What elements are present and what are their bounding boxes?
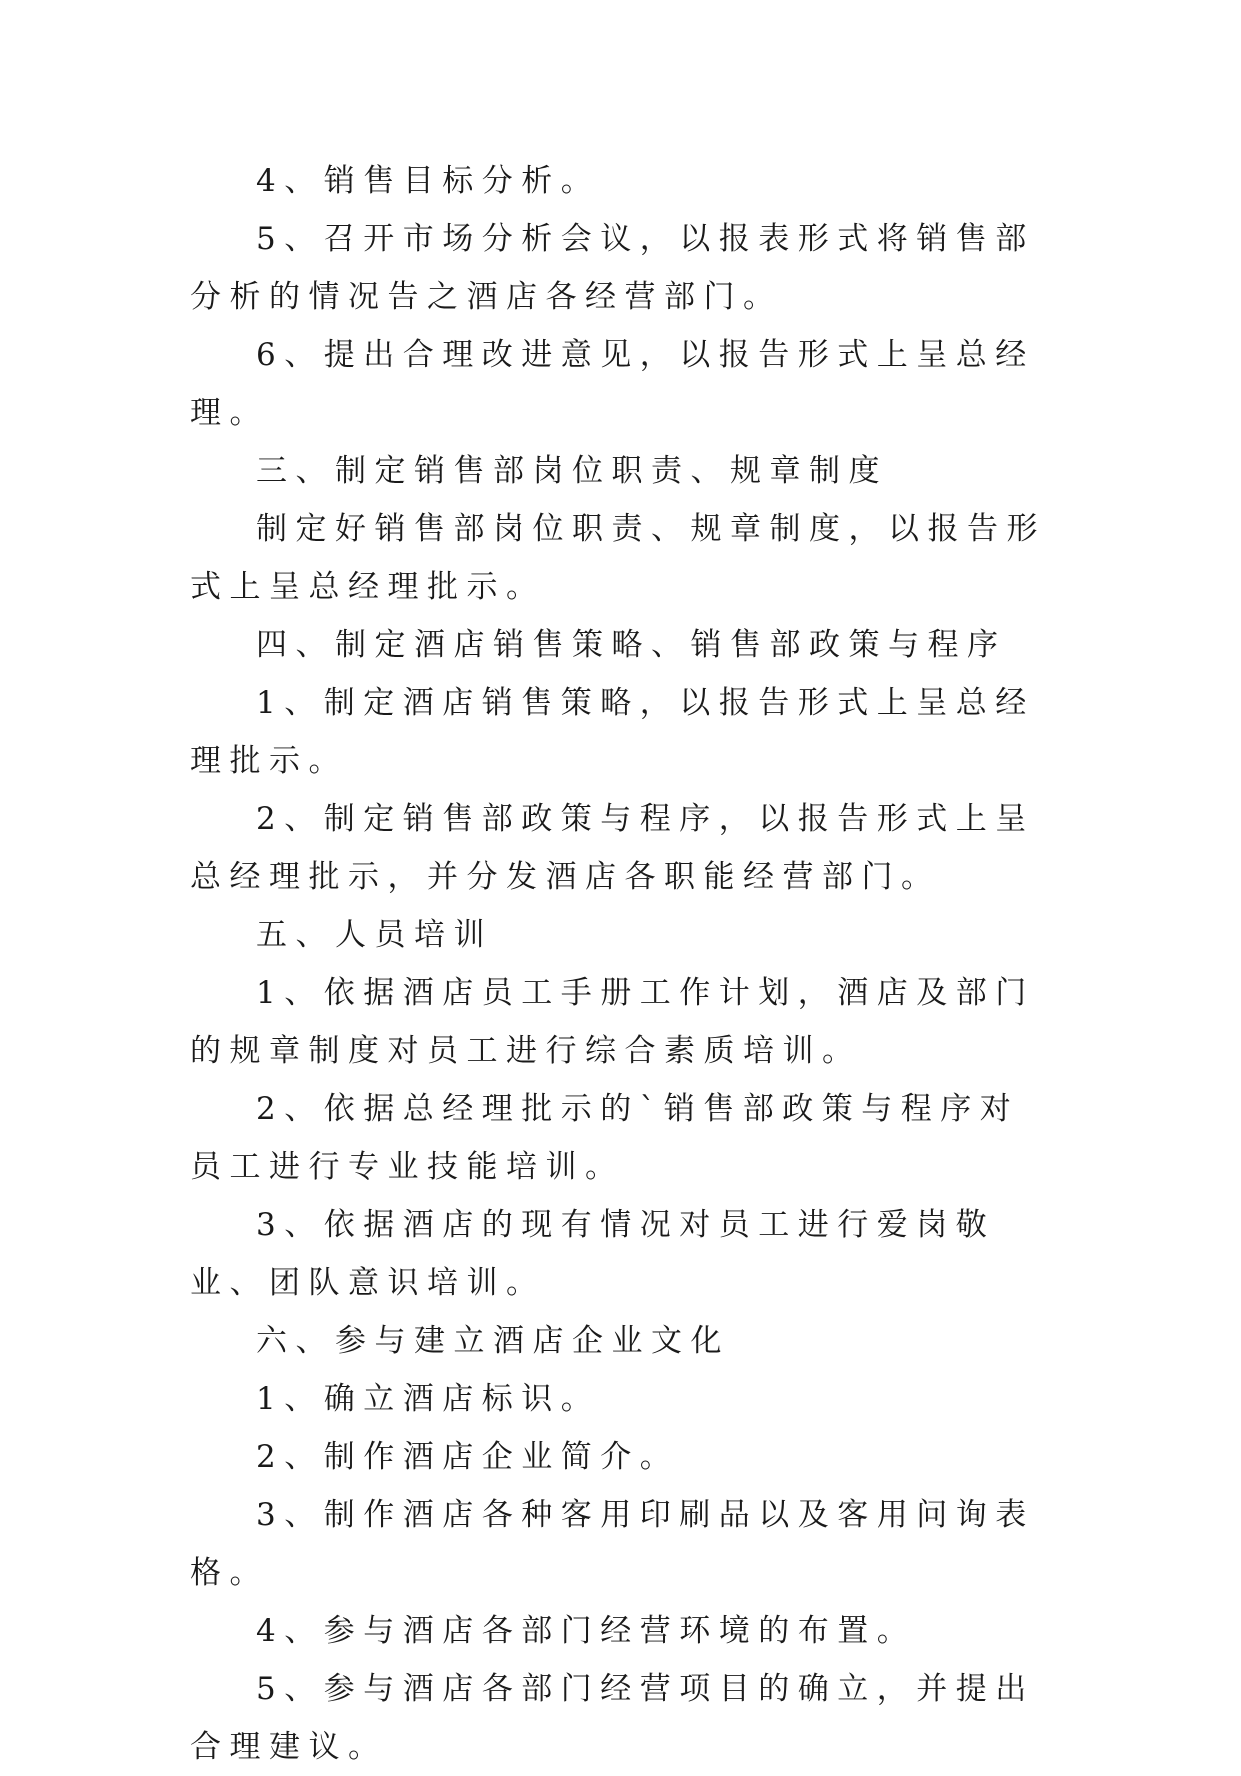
paragraph-market-analysis-meeting: 5、召开市场分析会议，以报表形式将销售部分析的情况告之酒店各经营部门。 xyxy=(190,221,1035,315)
paragraph-environment-layout: 4、参与酒店各部门经营环境的布置。 xyxy=(256,1613,917,1649)
paragraph-hotel-logo: 1、确立酒店标识。 xyxy=(256,1381,601,1417)
paragraph-sales-policy: 2、制定销售部政策与程序，以报告形式上呈总经理批示，并分发酒店各职能经营部门。 xyxy=(190,801,1035,895)
paragraph-training-teamwork: 3、依据酒店的现有情况对员工进行爱岗敬业、团队意识培训。 xyxy=(190,1207,996,1301)
document-body xyxy=(190,152,1050,1776)
paragraph-sales-strategy: 1、制定酒店销售策略，以报告形式上呈总经理批示。 xyxy=(190,685,1035,779)
section-heading-job-duties: 三、制定销售部岗位职责、规章制度 xyxy=(256,453,888,489)
section-heading-corporate-culture: 六、参与建立酒店企业文化 xyxy=(256,1323,730,1359)
paragraph-job-duties: 制定好销售部岗位职责、规章制度，以报告形式上呈总经理批示。 xyxy=(190,511,1046,605)
section-heading-staff-training: 五、人员培训 xyxy=(256,917,493,953)
paragraph-hotel-profile: 2、制作酒店企业简介。 xyxy=(256,1439,680,1475)
paragraph-training-general: 1、依据酒店员工手册工作计划，酒店及部门的规章制度对员工进行综合素质培训。 xyxy=(190,975,1035,1069)
paragraph-training-skills: 2、依据总经理批示的`销售部政策与程序对员工进行专业技能培训。 xyxy=(190,1091,1020,1185)
paragraph-business-projects: 5、参与酒店各部门经营项目的确立，并提出合理建议。 xyxy=(190,1671,1035,1765)
section-heading-sales-strategy: 四、制定酒店销售策略、销售部政策与程序 xyxy=(256,627,1007,663)
paragraph-printed-materials: 3、制作酒店各种客用印刷品以及客用问询表格。 xyxy=(190,1497,1035,1591)
paragraph-improvement-suggestions: 6、提出合理改进意见，以报告形式上呈总经理。 xyxy=(190,337,1035,431)
paragraph-sales-target-analysis: 4、销售目标分析。 xyxy=(256,163,601,199)
